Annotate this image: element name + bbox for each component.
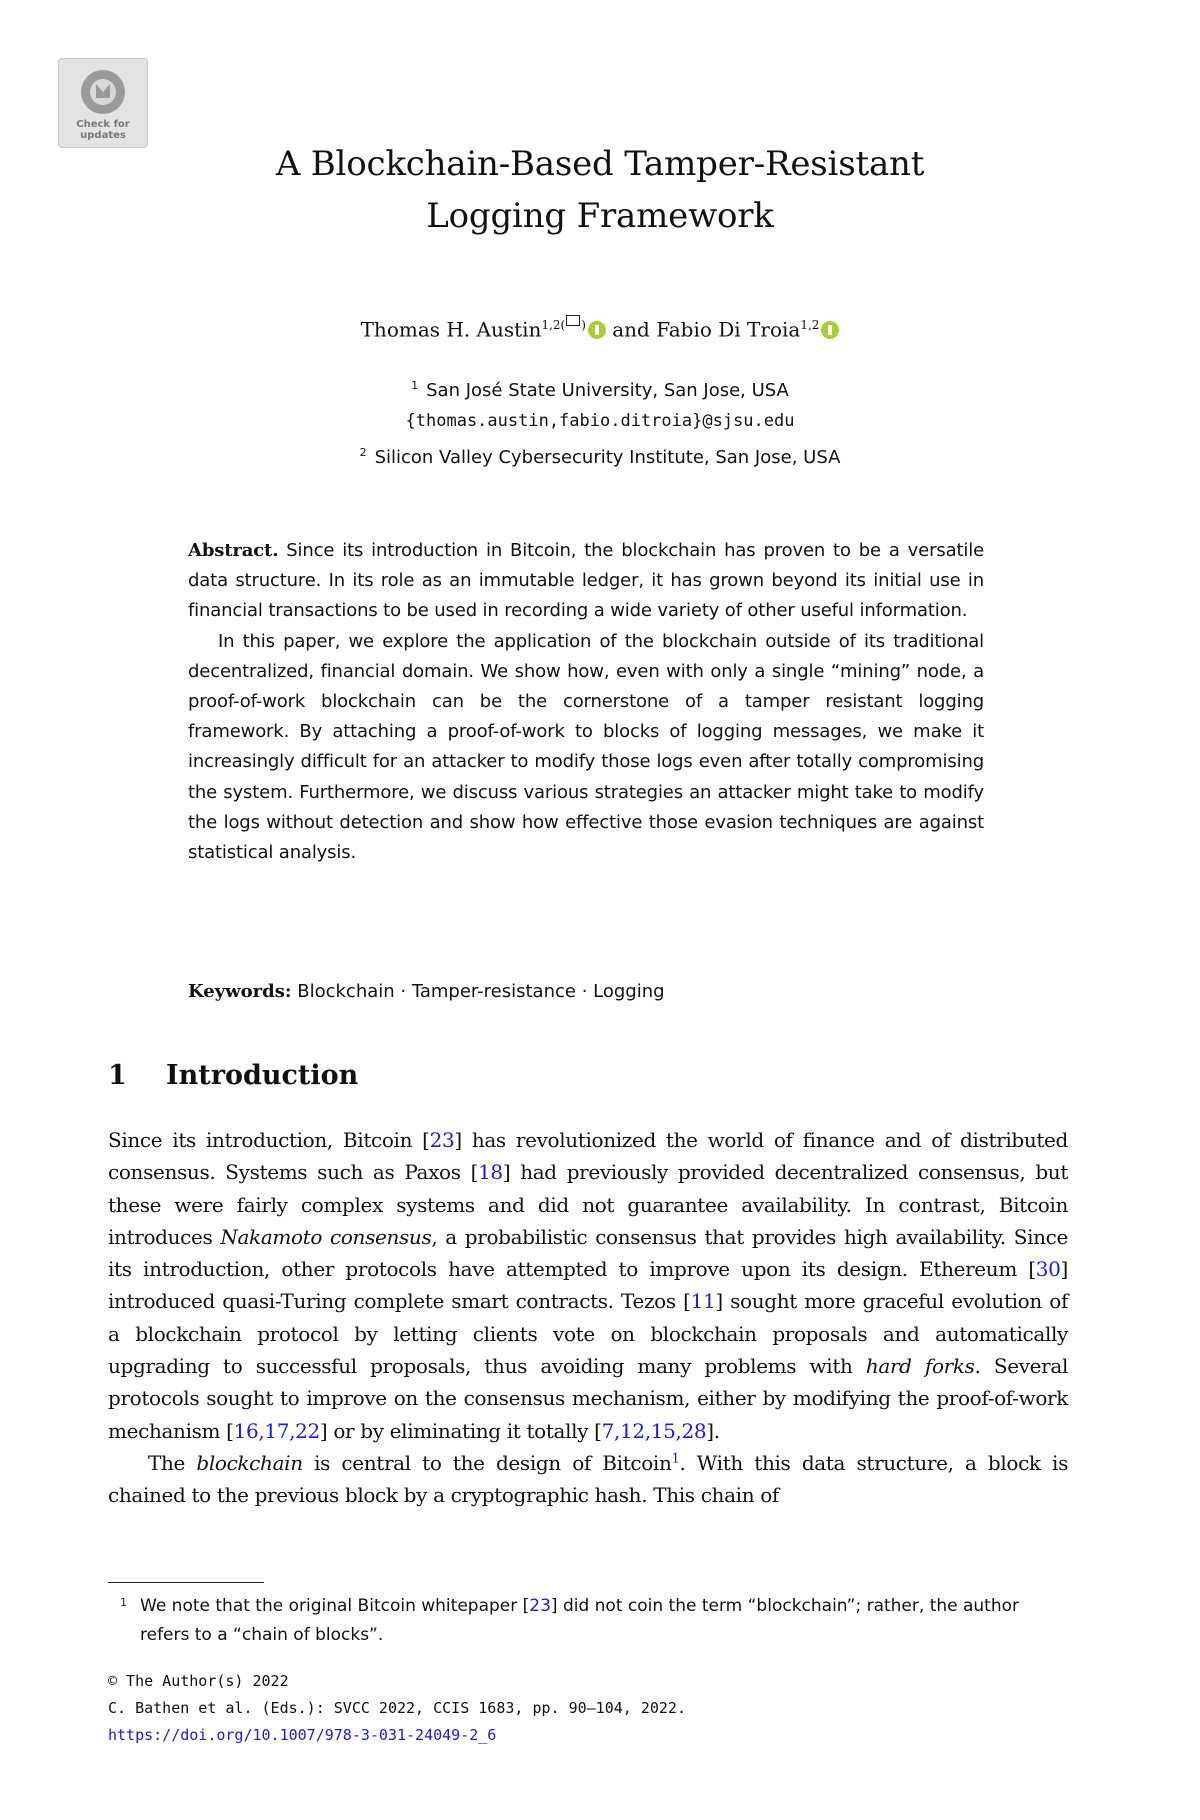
- abstract-paragraph-2: In this paper, we explore the application of the blockchain outside of its traditional decentralized, financial domain. We show how, even with only a single “mining” node, a proof-of-work blockchain can be the cornerstone of a tamper resistant logging framework. By attaching a proof-of-work to blocks of logging messages, we make it increasingly difficult for an attacker to modify those logs even after totally compromising the system. Furthermore, we discuss various strategies an attacker might take to modify the logs without detection and show how effective those evasion techniques are against statistical analysis.: [188, 630, 984, 864]
- check-for-updates-badge[interactable]: [58, 58, 148, 148]
- footnote-reference[interactable]: 1: [671, 1451, 680, 1467]
- keywords-text: Blockchain · Tamper-resistance · Logging: [297, 981, 665, 1002]
- footnote-1: 1 We note that the original Bitcoin whitepaper [23] did not coin the term “blockchain”; rather, the author refers to a “chain of blocks”.: [108, 1592, 1068, 1650]
- intro-paragraph-1: Since its introduction, Bitcoin [23] has revolutionized the world of finance and of distributed consensus. Systems such as Paxos [18] had previously provided decentralized consensus, but these were fairly complex systems and did not guarantee availability. In contrast, Bitcoin introduces Nakamoto consensus, a probabilistic consensus that provides high availability. Since its introduction, other protocols have attempted to improve upon its design. Ethereum [30] introduced quasi-Turing complete smart contracts. Tezos [11] sought more graceful evolution of a blockchain protocol by letting clients vote on blockchain proposals and automatically upgrading to successful proposals, thus avoiding many problems with hard forks. Several protocols sought to improve on the consensus mechanism, either by modifying the proof-of-work mechanism [16,17,22] or by eliminating it totally [7,12,15,28].: [108, 1128, 1069, 1443]
- check-for-updates-label: Check for updates: [76, 118, 130, 141]
- doi-link[interactable]: https://doi.org/10.1007/978-3-031-24049-2_6: [108, 1726, 497, 1744]
- section-title: Introduction: [166, 1060, 359, 1091]
- keywords: [188, 977, 984, 1007]
- citation-link[interactable]: 7,12,15,28: [601, 1418, 707, 1443]
- author-2-name: Fabio Di Troia: [656, 317, 801, 342]
- crossmark-icon: [77, 66, 129, 118]
- citation-link[interactable]: 11: [690, 1289, 716, 1314]
- intro-paragraph-2: The blockchain is central to the design of Bitcoin$^1$. With this data structure, a block is chained to the previous block by a cryptographic hash. This chain of: [108, 1450, 1069, 1508]
- publication-info: C. Bathen et al. (Eds.): SVCC 2022, CCIS 1683, pp. 90–104, 2022.: [108, 1699, 686, 1717]
- citation-link[interactable]: 30: [1035, 1257, 1061, 1282]
- envelope-icon[interactable]: [566, 315, 580, 326]
- footnote-divider: [108, 1582, 264, 1583]
- title-line-1: A Blockchain-Based Tamper-Resistant: [275, 144, 925, 184]
- author-emails[interactable]: {thomas.austin,fabio.ditroia}@sjsu.edu: [405, 411, 795, 431]
- author-1-affiliation: 1,2( ): [541, 318, 585, 332]
- author-1-name: Thomas H. Austin: [360, 317, 542, 342]
- section-heading-introduction: [108, 1058, 358, 1094]
- keywords-label: Keywords:: [188, 981, 292, 1002]
- citation-link[interactable]: 23: [429, 1128, 455, 1152]
- paper-title: [150, 138, 1050, 242]
- citation-link[interactable]: 18: [478, 1160, 503, 1185]
- citation-link[interactable]: 16,17,22: [233, 1418, 320, 1443]
- section-number: 1: [108, 1060, 127, 1091]
- orcid-icon[interactable]: [821, 321, 839, 339]
- citation-link[interactable]: 23: [529, 1596, 551, 1616]
- orcid-icon[interactable]: [588, 321, 606, 339]
- title-line-2: Logging Framework: [426, 196, 774, 236]
- author-list: [150, 310, 1050, 345]
- copyright-line: © The Author(s) 2022: [108, 1672, 289, 1690]
- affiliation-2: $^2$ Silicon Valley Cybersecurity Institute, San Jose, USA: [359, 446, 841, 468]
- affiliations: [150, 370, 1050, 473]
- abstract-paragraph-1: Abstract. Since its introduction in Bitcoin, the blockchain has proven to be a versatile data structure. In its role as an immutable ledger, it has grown beyond its initial use in financial transactions to be used in recording a wide variety of other useful information.: [188, 540, 984, 622]
- author-2-affiliation: 1,2: [800, 318, 820, 332]
- abstract: [188, 536, 984, 868]
- footnote-mark: 1: [120, 1596, 127, 1609]
- copyright-block: [108, 1668, 1068, 1749]
- affiliation-1: $^1$ San José State University, San Jose, USA: [411, 379, 789, 401]
- author-connector: and: [605, 317, 657, 342]
- introduction-body: [108, 1124, 1068, 1512]
- abstract-label: Abstract.: [188, 540, 279, 561]
